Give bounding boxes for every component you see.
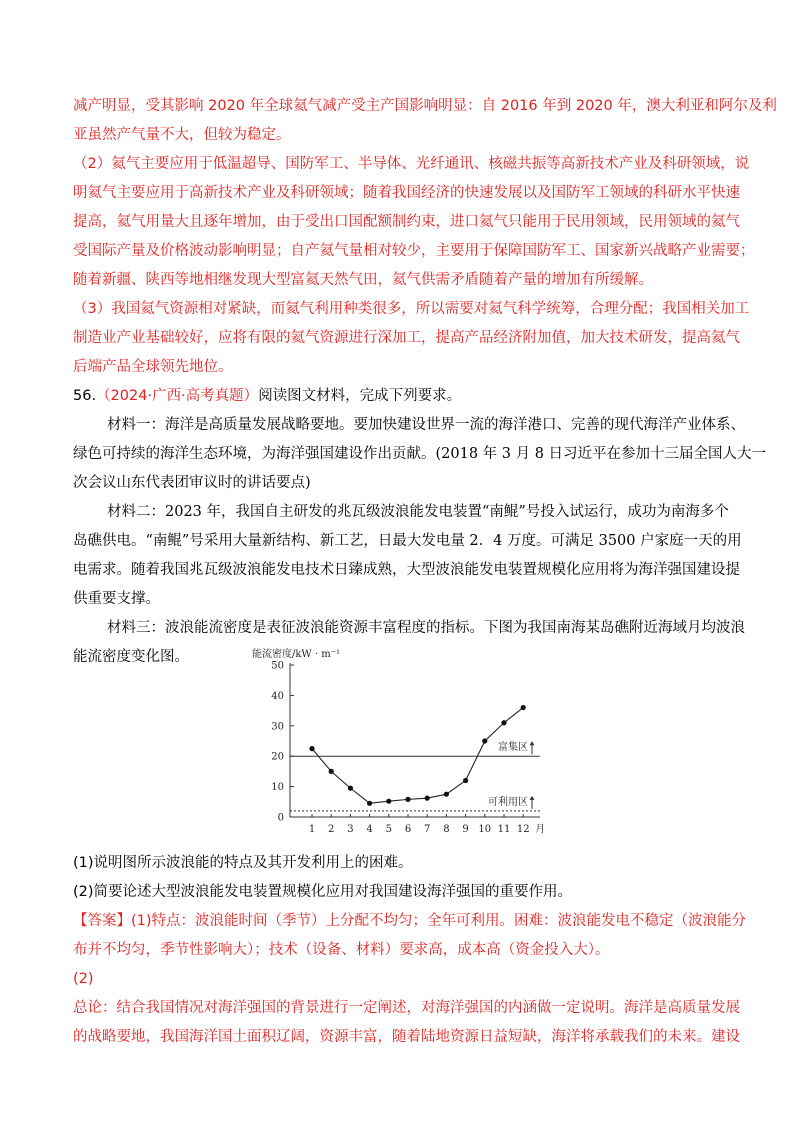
data-point xyxy=(386,799,391,804)
y-axis-label: 能流密度/kW · m⁻¹ xyxy=(252,649,341,660)
material-two-line: 材料二：2023 年，我国自主研发的兆瓦级波浪能发电装置“南鲲”号投入试运行，成功为南海多个 xyxy=(107,504,729,520)
x-tick-label: 1 xyxy=(308,824,316,835)
answer-tag: 【答案】 xyxy=(73,913,131,929)
answer-text-line: 后端产品全球领先地位。 xyxy=(73,359,233,375)
answer-text-line: 受国际产量及价格波动影响明显；自产氦气量相对较少，主要用于保障国防军工、国家新兴战略产业需要； xyxy=(73,243,755,259)
data-point xyxy=(329,769,334,774)
series-line xyxy=(312,708,523,804)
data-point xyxy=(482,738,487,743)
material-one-line: 材料一：海洋是高质量发展战略要地。要加快建设世界一流的海洋港口、完善的现代海洋产业体系、 xyxy=(107,417,745,433)
data-point xyxy=(444,792,449,797)
x-tick-label: 10 xyxy=(478,824,492,835)
x-tick-label: 3 xyxy=(347,824,354,835)
y-tick-label: 10 xyxy=(271,782,284,794)
arrow-up-icon xyxy=(530,741,535,745)
answer-summary-line: 总论：结合我国情况对海洋强国的背景进行一定阐述，对海洋强国的内涵做一定说明。海洋是高质量发展 xyxy=(73,1000,740,1016)
answer-line xyxy=(73,911,746,931)
data-point xyxy=(367,801,372,806)
material-three-line: 材料三：波浪能流密度是表征波浪能资源丰富程度的指标。下图为我国南海某岛礁附近海域月均波浪 xyxy=(107,620,745,636)
y-tick-label: 30 xyxy=(271,721,284,733)
material-one-line: 绿色可持续的海洋生态环境，为海洋强国建设作出贡献。(2018 年 3 月 8 日习近平在参加十三届全国人大一 xyxy=(73,446,767,462)
y-tick-label: 40 xyxy=(271,690,284,702)
data-point xyxy=(348,786,353,791)
answer-text-line: 随着新疆、陕西等地相继发现大型富氦天然气田，氦气供需矛盾随着产量的增加有所缓解。 xyxy=(73,272,653,288)
question-prompt: 阅读图文材料，完成下列要求。 xyxy=(258,388,462,404)
answer-text-line: （2）氦气主要应用于低温超导、国防军工、半导体、光纤通讯、核磁共振等高新技术产业及科研领域，说 xyxy=(73,156,750,172)
x-tick-label: 4 xyxy=(366,824,373,835)
answer-summary-line: 的战略要地，我国海洋国土面积辽阔，资源丰富，随着陆地资源日益短缺，海洋将承载我们的未来。建设 xyxy=(73,1029,740,1045)
answer-text-line: （3）我国氦气资源相对紧缺，而氦气利用种类很多，所以需要对氦气科学统筹，合理分配；我国相关加工 xyxy=(73,301,750,317)
data-point xyxy=(425,796,430,801)
answer-text-line: 制造业产业基础较好，应将有限的氦气资源进行深加工，提高产品经济附加值，加大技术研发，提高氦气 xyxy=(73,330,740,346)
material-two-line: 供重要支撑。 xyxy=(73,591,160,607)
y-tick-label: 0 xyxy=(277,812,284,824)
reference-line-label: 富集区 xyxy=(498,742,528,754)
answer-text-line: 减产明显，受其影响 2020 年全球氦气减产受主产国影响明显：自 2016 年到 2020 年，澳大利亚和阿尔及利 xyxy=(73,98,777,114)
x-tick-label: 7 xyxy=(424,824,431,835)
x-tick-label: 11 xyxy=(497,824,511,835)
y-tick-label: 50 xyxy=(271,660,284,672)
answer-text-line: 提高，氦气用量大且逐年增加，由于受出口国配额制约束，进口氦气只能用于民用领域，民用领域的氦气 xyxy=(73,214,740,230)
material-two-line: 岛礁供电。“南鲲”号采用大量新结构、新工艺，日最大发电量 2．4 万度。可满足 3500 户家庭一天的用 xyxy=(73,533,742,549)
question-one: (1)说明图所示波浪能的特点及其开发利用上的困难。 xyxy=(73,855,413,871)
answer-part-one: (1)特点：波浪能时间（季节）上分配不均匀；全年可利用。困难：波浪能发电不稳定（波浪能分 xyxy=(131,913,747,929)
x-tick-label: 9 xyxy=(462,824,469,835)
answer-text-line: 亚虽然产气量不大，但较为稳定。 xyxy=(73,127,291,143)
data-point xyxy=(501,720,506,725)
question-source: （2024·广西·高考真题） xyxy=(96,388,259,404)
answer-text-line: 明氦气主要应用于高新技术产业及科研领域；随着我国经济的快速发展以及国防军工领域的科研水平快速 xyxy=(73,185,740,201)
material-one-line: 次会议山东代表团审议时的讲话要点) xyxy=(73,475,311,491)
answer-part-two-label: (2) xyxy=(73,971,94,987)
x-tick-label: 6 xyxy=(404,824,412,835)
data-point xyxy=(521,705,526,710)
question-header xyxy=(73,386,461,406)
x-tick-label: 2 xyxy=(328,824,335,835)
wave-energy-density-chart xyxy=(250,643,555,843)
x-tick-label: 5 xyxy=(385,824,392,835)
x-tick-label: 12 xyxy=(516,824,530,835)
answer-line: 布并不均匀，季节性影响大）；技术（设备、材料）要求高，成本高（资金投入大）。 xyxy=(73,942,610,958)
data-point xyxy=(309,746,314,751)
question-number: 56. xyxy=(73,388,97,404)
material-two-line: 电需求。随着我国兆瓦级波浪能发电技术日臻成熟，大型波浪能发电装置规模化应用将为海洋强国建设提 xyxy=(73,562,740,578)
material-three-line: 能流密度变化图。 xyxy=(73,649,189,665)
arrow-up-icon xyxy=(530,796,535,800)
data-point xyxy=(463,778,468,783)
x-axis-unit: 月 xyxy=(535,824,546,835)
x-tick-label: 8 xyxy=(443,824,450,835)
data-point xyxy=(405,797,410,802)
question-two: (2)简要论述大型波浪能发电装置规模化应用对我国建设海洋强国的重要作用。 xyxy=(73,884,573,900)
reference-line-label: 可利用区 xyxy=(488,796,528,808)
y-tick-label: 20 xyxy=(271,751,284,763)
